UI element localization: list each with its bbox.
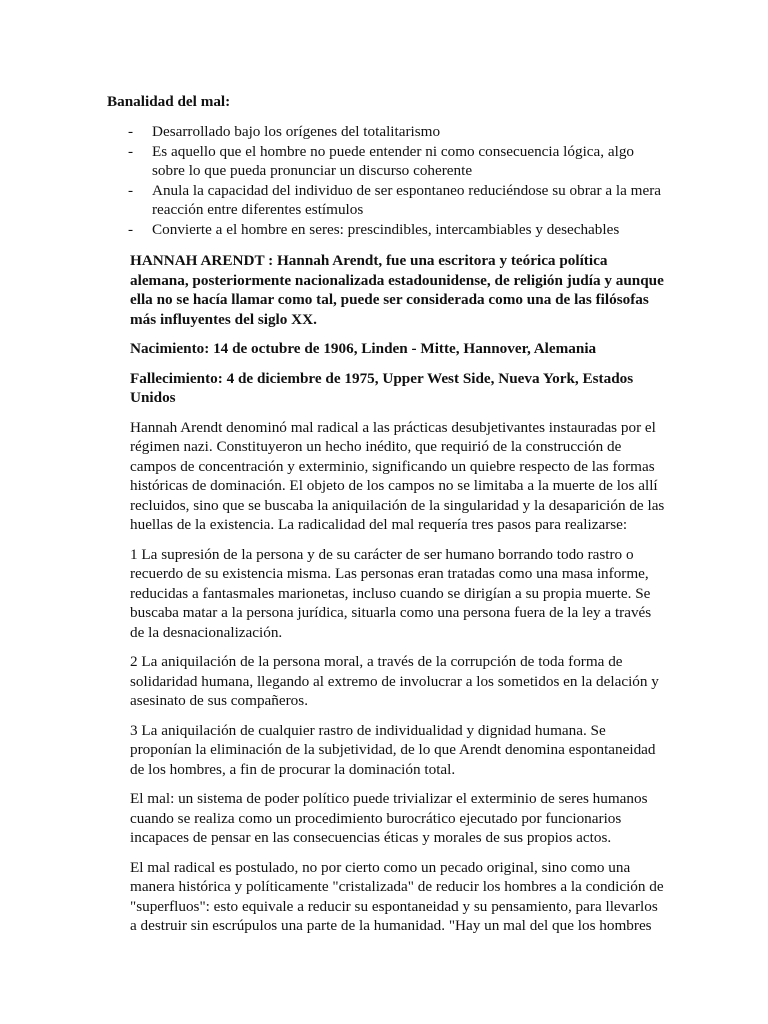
paragraph: 3 La aniquilación de cualquier rastro de individualidad y dignidad humana. Se proponían la eliminación de la subjetividad, de lo que Arendt denomina espontaneidad de los hombres, a fin de procurar la dominación total. — [130, 721, 656, 778]
bio-intro: HANNAH ARENDT : Hannah Arendt, fue una escritora y teórica política alemana, posteriormente nacionalizada estadounidense, de religión judía y aunque ella no se hacía llamar como tal, puede ser considerada como una de las filósofas más influyentes del siglo XX. — [130, 252, 664, 328]
list-item — [107, 142, 667, 181]
bullet-text: Anula la capacidad del individuo de ser espontaneo reduciéndose su obrar a la mera reacción entre diferentes estímulos — [152, 181, 662, 218]
paragraph: 2 La aniquilación de la persona moral, a través de la corrupción de toda forma de solidaridad humana, llegando al extremo de involucrar a los sometidos en la delación y asesinato de sus compañeros. — [130, 653, 659, 709]
document-body — [130, 251, 665, 946]
bio-birth: Nacimiento: 14 de octubre de 1906, Linden - Mitte, Hannover, Alemania — [130, 340, 597, 357]
list-item — [107, 122, 667, 142]
bullet-dash: - — [128, 123, 134, 140]
paragraph: El mal: un sistema de poder político puede trivializar el exterminio de seres humanos cuando se realiza como un procedimiento burocrático ejecutado por funcionarios incapaces de pensar en las consecuencias éticas y morales de sus propios actos. — [130, 790, 648, 846]
section-heading: Banalidad del mal: — [107, 93, 231, 110]
bio-death: Fallecimiento: 4 de diciembre de 1975, Upper West Side, Nueva York, Estados Unidos — [130, 369, 634, 406]
bullet-dash: - — [128, 181, 134, 199]
paragraph: Hannah Arendt denominó mal radical a las prácticas desubjetivantes instauradas por el régimen nazi. Constituyeron un hecho inédito, que requirió de la construcción de campos de concentración y exterminio, significando un quiebre respecto de las formas históricas de dominación. El objeto de los campos no se limitaba a la muerte de los allí recluidos, sino que se buscaba la aniquilación de la singularidad y la desaparición de las huellas de la existencia. La radicalidad del mal requería tres pasos para realizarse: — [130, 418, 665, 533]
list-item — [107, 181, 667, 220]
bullet-text: Desarrollado bajo los orígenes del totalitarismo — [152, 123, 441, 140]
paragraph: 1 La supresión de la persona y de su carácter de ser humano borrando todo rastro o recuerdo de su existencia misma. Las personas eran tratadas como una masa informe, reducidas a fantasmales marionetas, incluso cuando se dirigían a su propia muerte. Se buscaba matar a la persona jurídica, situarla como una persona fuera de la ley a través de la desnacionalización. — [130, 545, 652, 641]
bullet-text: Es aquello que el hombre no puede entender ni como consecuencia lógica, algo sobre lo que pueda pronunciar un discurso coherente — [152, 142, 635, 179]
bullet-text: Convierte a el hombre en seres: prescindibles, intercambiables y desechables — [152, 220, 620, 238]
bullet-list — [107, 122, 667, 239]
list-item — [107, 220, 667, 240]
bullet-dash: - — [128, 142, 134, 160]
bullet-dash: - — [128, 220, 134, 238]
paragraph: El mal radical es postulado, no por cierto como un pecado original, sino como una manera histórica y políticamente "cristalizada" de reducir los hombres a la condición de "superfluos": esto equivale a reducir su espontaneidad y su pensamiento, para llevarlos a destruir sin escrúpulos una parte de la humanidad. "Hay un mal del que los hombres — [130, 858, 664, 934]
